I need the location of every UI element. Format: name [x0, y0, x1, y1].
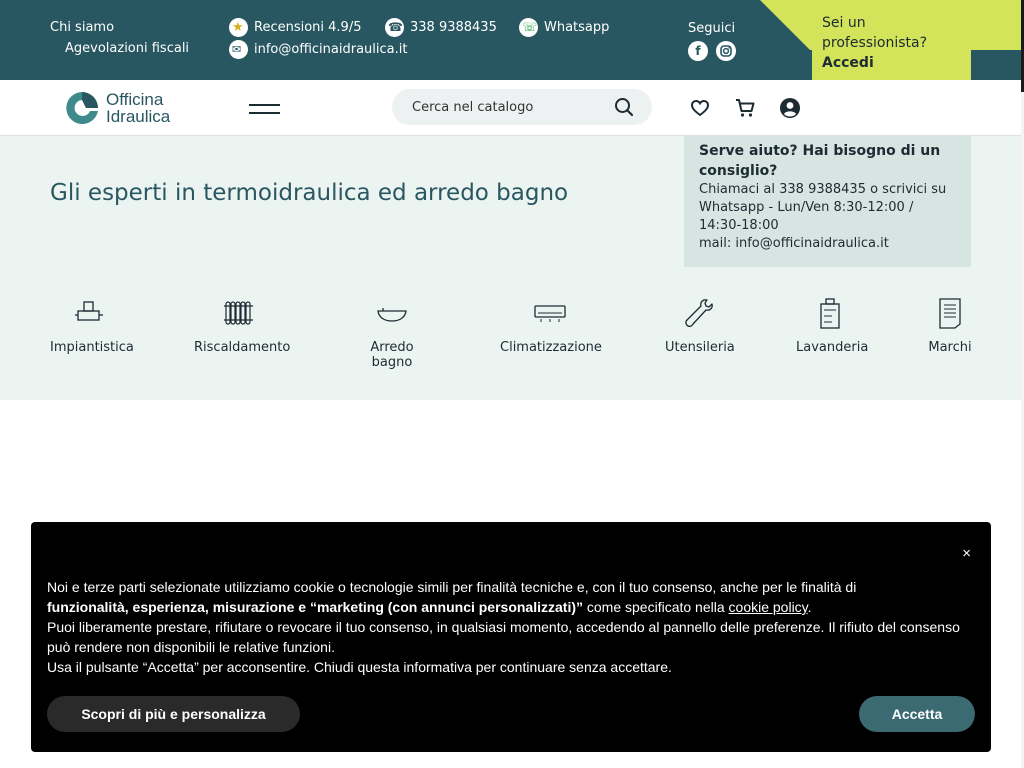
account-icon[interactable]	[779, 97, 801, 119]
reviews-link[interactable]	[229, 18, 361, 37]
pro-question: Sei un professionista?	[822, 15, 928, 51]
logo-line-2: Idraulica	[106, 107, 171, 126]
category-label: Lavanderia	[796, 340, 869, 355]
email-link[interactable]	[229, 40, 407, 59]
catalog-icon	[933, 296, 967, 330]
email-label: info@officinaidraulica.it	[254, 42, 408, 57]
help-mail: mail: info@officinaidraulica.it	[699, 236, 889, 251]
cookie-line-2	[47, 597, 967, 617]
pro-login-box[interactable]	[812, 0, 971, 90]
category-label: Arredo bagno	[370, 340, 414, 370]
about-link[interactable]: Chi siamo	[50, 20, 115, 35]
logo-text	[106, 91, 170, 125]
category-label: Climatizzazione	[500, 340, 602, 355]
pro-login-link[interactable]: Accedi	[822, 55, 874, 71]
radiator-icon	[222, 296, 256, 330]
hero-section	[0, 136, 1021, 400]
mail-icon	[229, 40, 248, 59]
cookie-banner	[31, 522, 991, 752]
accept-button[interactable]: Accetta	[859, 696, 975, 732]
category-climatizzazione[interactable]	[500, 296, 600, 355]
site-logo[interactable]	[64, 89, 194, 127]
category-impiantistica[interactable]	[50, 296, 134, 355]
instagram-icon[interactable]	[716, 41, 736, 61]
cookie-line-1: Noi e terze parti selezionate utilizziamo cookie o tecnologie simili per finalità tecniche e, con il tuo consenso, anche per le finalità di	[47, 579, 857, 595]
cookie-text	[47, 577, 967, 677]
whatsapp-label: Whatsapp	[544, 20, 610, 35]
category-label: Riscaldamento	[194, 340, 291, 355]
tax-benefits-link[interactable]: Agevolazioni fiscali	[65, 41, 190, 56]
reviews-label: Recensioni 4.9/5	[254, 20, 362, 35]
help-title: Serve aiuto? Hai bisogno di un consiglio?	[699, 143, 941, 179]
cookie-period: .	[807, 599, 812, 615]
cookie-line-4: Usa il pulsante “Accetta” per acconsentire. Chiudi questa informativa per continuare senza accettare.	[47, 659, 672, 675]
follow-label: Seguici	[688, 21, 736, 36]
phone-icon	[385, 18, 404, 37]
whatsapp-icon	[519, 18, 538, 37]
category-lavanderia[interactable]	[796, 296, 869, 355]
hero-title: Gli esperti in termoidraulica ed arredo bagno	[50, 180, 569, 206]
search-input[interactable]	[412, 89, 612, 125]
cookie-specified: come specificato nella	[583, 599, 729, 615]
help-text: Chiamaci al 338 9388435 o scrivici su Whatsapp - Lun/Ven 8:30-12:00 / 14:30-18:00	[699, 182, 947, 233]
search-icon[interactable]	[614, 97, 634, 117]
menu-hamburger-icon[interactable]	[249, 104, 280, 120]
wrench-icon	[681, 296, 715, 330]
wishlist-heart-icon[interactable]	[689, 97, 711, 119]
air-conditioner-icon	[533, 296, 567, 330]
category-utensileria[interactable]	[665, 296, 735, 355]
cookie-purposes: funzionalità, esperienza, misurazione e “marketing (con annunci personalizzati)”	[47, 599, 583, 615]
valve-icon	[72, 296, 106, 330]
search-box	[392, 89, 652, 125]
category-label: Utensileria	[665, 340, 735, 355]
cookie-line-3: Puoi liberamente prestare, rifiutare o revocare il tuo consenso, in qualsiasi momento, accedendo al pannello delle preferenze. Il rifiuto del consenso può rendere non disponibili le relative funzioni.	[47, 619, 960, 655]
main-header	[0, 80, 1021, 136]
washing-icon	[813, 296, 847, 330]
category-arredo-bagno[interactable]	[349, 296, 435, 370]
close-icon[interactable]: ×	[962, 545, 971, 562]
category-label: Impiantistica	[50, 340, 134, 355]
phone-link[interactable]	[385, 18, 497, 37]
facebook-icon[interactable]: f	[688, 41, 708, 61]
logo-mark-icon	[64, 89, 104, 127]
cookie-policy-link[interactable]: cookie policy	[728, 599, 808, 615]
category-riscaldamento[interactable]	[194, 296, 291, 355]
help-box	[684, 136, 971, 267]
phone-label: 338 9388435	[410, 20, 497, 35]
logo-line-1: Officina	[106, 90, 164, 109]
category-marchi[interactable]	[928, 296, 972, 355]
learn-more-button[interactable]: Scopri di più e personalizza	[47, 696, 300, 732]
sink-icon	[375, 296, 409, 330]
pro-corner-shape	[760, 0, 810, 50]
star-icon	[229, 18, 248, 37]
whatsapp-link[interactable]	[519, 18, 609, 37]
cart-icon[interactable]	[734, 97, 756, 119]
category-label: Marchi	[928, 340, 972, 355]
